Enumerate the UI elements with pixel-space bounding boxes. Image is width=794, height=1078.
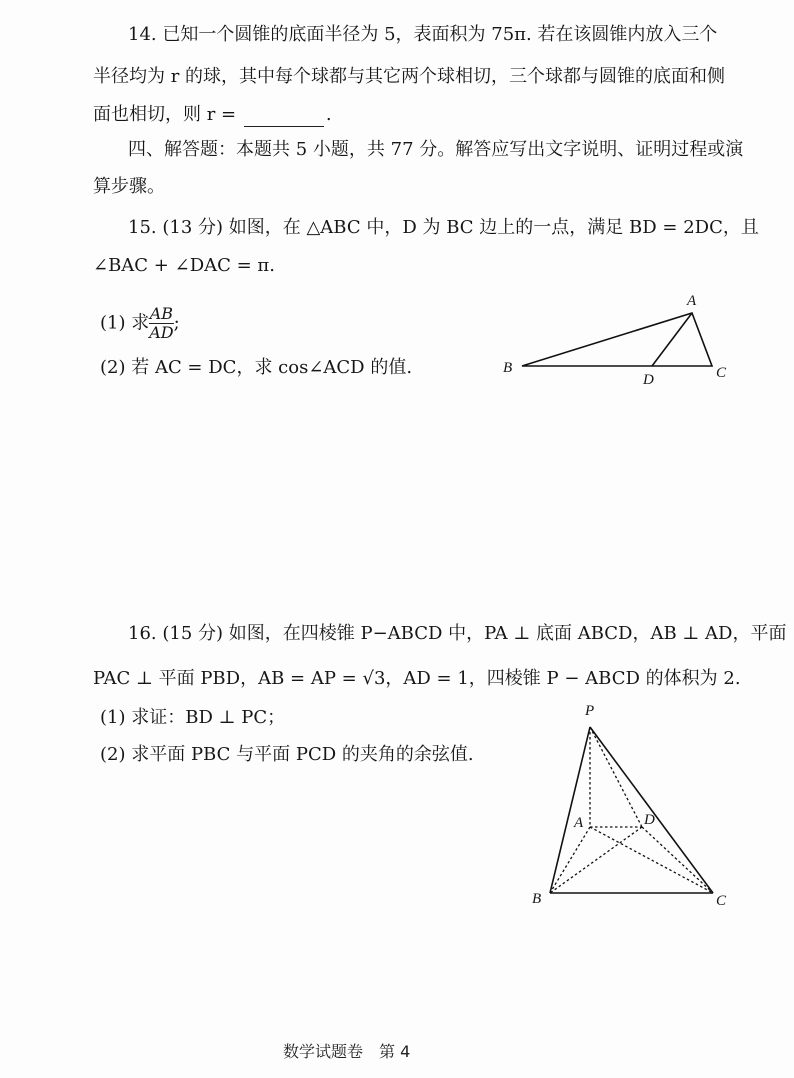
q16-part1: (1) 求证：BD ⊥ PC； [100, 707, 286, 728]
label-d2: D [644, 812, 655, 828]
fraction-denominator: AD [149, 323, 174, 342]
q15-part1-text: (1) 求 [100, 312, 150, 334]
label-a: A [687, 293, 697, 309]
q15-line1: 15. (13 分) 如图，在 △ABC 中，D 为 BC 边上的一点，满足 BD = 2DC，且 [128, 217, 759, 238]
q16-part2: (2) 求平面 PBC 与平面 PCD 的夹角的余弦值. [100, 744, 474, 765]
label-p: P [585, 703, 595, 719]
label-a2: A [574, 815, 584, 831]
segment-ad [652, 313, 692, 366]
label-b: B [503, 360, 513, 376]
label-c: C [716, 365, 727, 381]
q14-line3-end: . [325, 104, 332, 125]
q15-part2: (2) 若 AC = DC，求 cos∠ACD 的值. [100, 357, 413, 378]
q14-line3-text: 面也相切，则 r = [93, 104, 237, 125]
section-heading-cont: 算步骤。 [93, 176, 165, 197]
page-footer: 数学试题卷 第 4 [283, 1042, 411, 1061]
q14-line2: 半径均为 r 的球，其中每个球都与其它两个球相切，三个球都与圆锥的底面和侧 [93, 66, 726, 87]
q14-line1: 14. 已知一个圆锥的底面半径为 5，表面积为 75π. 若在该圆锥内放入三个 [128, 24, 718, 45]
q16-line1: 16. (15 分) 如图，在四棱锥 P−ABCD 中，PA ⊥ 底面 ABCD，AB ⊥ AD，平面 [128, 623, 787, 644]
q16-line2: PAC ⊥ 平面 PBD，AB = AP = √3，AD = 1，四棱锥 P − ABCD 的体积为 2. [93, 668, 741, 689]
label-d: D [643, 372, 654, 388]
q15-part1-end: ; [173, 312, 180, 334]
section-heading: 四、解答题：本题共 5 小题，共 77 分。解答应写出文字说明、证明过程或演 [128, 139, 744, 160]
triangle-figure [522, 313, 712, 366]
label-c2: C [716, 893, 727, 909]
fraction-numerator: AB [149, 304, 174, 323]
q15-line2: ∠BAC + ∠DAC = π. [93, 255, 275, 276]
label-b2: B [532, 891, 542, 907]
triangle-abc [522, 313, 712, 366]
pyramid-figure [550, 727, 713, 893]
